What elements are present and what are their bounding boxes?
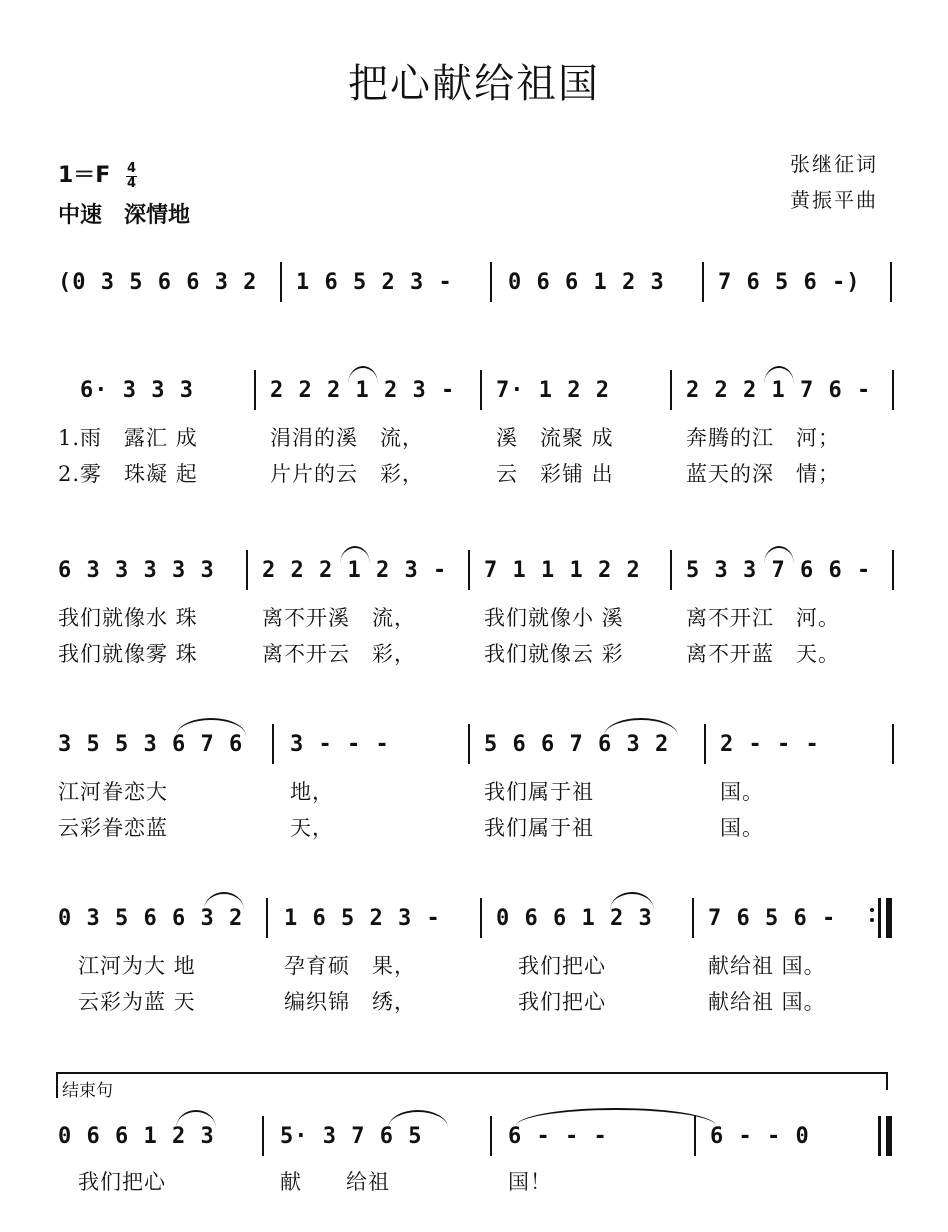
lyric-verse1: 我们就像小 溪 [484,606,624,630]
measure-notes: 5 6 6 7 6 3 2 [484,732,670,757]
measure-notes: 6 - - - [508,1124,608,1149]
measure-notes: 2 2 2 1 2 3 - [262,558,448,583]
bar-line [892,724,894,764]
bar-line [480,898,482,938]
lyric-verse2: 云彩眷恋蓝 [58,816,168,840]
lyric-verse1: 国。 [720,780,764,804]
lyric-verse2: 离不开蓝 天。 [686,642,840,666]
lyric-verse2: 我们就像云 彩 [484,642,624,666]
lyric-verse2: 离不开云 彩， [262,642,416,666]
lyric-verse1: 涓涓的溪 流， [270,426,424,450]
bar-line [266,898,268,938]
bar-line [468,550,470,590]
lyric-coda: 献 给祖 [280,1170,390,1194]
measure-notes: 7 1 1 1 2 2 [484,558,641,583]
lyric-coda: 我们把心 [78,1170,166,1194]
time-signature [126,162,137,191]
repeat-bar-thin [878,898,881,938]
bar-line [890,262,892,302]
measure-notes: 6· 3 3 3 [80,378,194,403]
lyric-verse1: 江河为大 地 [78,954,196,978]
lyric-verse1: 我们把心 [518,954,606,978]
lyric-verse2: 我们属于祖 [484,816,594,840]
bar-line [670,370,672,410]
measure-notes: 7· 1 2 2 [496,378,610,403]
lyric-coda: 国！ [508,1170,552,1194]
slur [176,1110,216,1128]
slur [764,546,794,564]
bar-line [694,1116,696,1156]
slur [604,718,678,736]
bar-line [892,370,894,410]
lyric-verse1: 离不开江 河。 [686,606,840,630]
lyric-verse2: 我们把心 [518,990,606,1014]
bar-line [246,550,248,590]
bar-line [892,550,894,590]
lyric-verse1: 孕育硕 果， [284,954,416,978]
lyric-verse2: 2.雾 珠凝 起 [58,462,198,486]
bar-line [490,1116,492,1156]
measure-notes: 2 2 2 1 7 6 - [686,378,872,403]
lyric-verse1: 1.雨 露汇 成 [58,426,198,450]
bar-line [692,898,694,938]
measure-notes: 0 6 6 1 2 3 [508,270,665,295]
lyric-verse2: 蓝天的深 情； [686,462,840,486]
measure-notes: (0 3 5 6 6 3 2 [58,270,258,295]
lyric-verse1: 地， [290,780,334,804]
lyric-verse1: 奔腾的江 河； [686,426,840,450]
lyric-verse1: 我们属于祖 [484,780,594,804]
bar-line [490,262,492,302]
lyric-verse1: 献给祖 国。 [708,954,826,978]
bar-line [702,262,704,302]
slur [610,892,654,910]
lyric-verse2: 编织锦 绣， [284,990,416,1014]
lyric-verse2: 片片的云 彩， [270,462,424,486]
measure-notes: 0 3 5 6 6 3 2 [58,906,244,931]
lyric-verse1: 江河眷恋大 [58,780,168,804]
slur [176,718,246,736]
lyric-verse2: 国。 [720,816,764,840]
measure-notes: 3 - - - [290,732,390,757]
measure-notes: 0 6 6 1 2 3 [58,1124,215,1149]
slur [388,1110,448,1128]
measure-notes: 7 6 5 6 - [708,906,837,931]
lyric-verse2: 云彩为蓝 天 [78,990,196,1014]
end-bar-thick [886,1116,892,1156]
coda-bracket-left [56,1072,58,1098]
lyric-verse2: 天， [290,816,334,840]
bar-line [262,1116,264,1156]
lyric-verse1: 离不开溪 流， [262,606,416,630]
measure-notes: 1 6 5 2 3 - [296,270,453,295]
tie [516,1108,716,1126]
measure-notes: 5 3 3 7 6 6 - [686,558,872,583]
lyric-verse2: 我们就像雾 珠 [58,642,198,666]
lyric-verse1: 我们就像水 珠 [58,606,198,630]
coda-label: 结束句 [62,1081,113,1101]
measure-notes: 7 6 5 6 -) [718,270,861,295]
repeat-dots [870,908,874,928]
measure-notes: 5· 3 7 6 5 [280,1124,423,1149]
repeat-bar-thick [886,898,892,938]
end-bar-thin [878,1116,881,1156]
key-signature [58,158,137,191]
bar-line [480,370,482,410]
composer-credit: 黄振平曲 [790,188,878,212]
bar-line [254,370,256,410]
bar-line [670,550,672,590]
coda-bracket [56,1072,888,1074]
bar-line [704,724,706,764]
meter-bottom: 4 [126,175,137,191]
bar-line [280,262,282,302]
measure-notes: 2 - - - [720,732,820,757]
tempo-marking: 中速 深情地 [58,203,191,228]
measure-notes: 0 6 6 1 2 3 [496,906,653,931]
measure-notes: 1 6 5 2 3 - [284,906,441,931]
bar-line [272,724,274,764]
lyricist-credit: 张继征词 [790,152,878,176]
measure-notes: 2 2 2 1 2 3 - [270,378,456,403]
key-label: 1＝F [58,163,111,188]
lyric-verse2: 献给祖 国。 [708,990,826,1014]
slur [340,546,370,564]
measure-notes: 6 - - 0 [710,1124,810,1149]
measure-notes: 3 5 5 3 6 7 6 [58,732,244,757]
slur [348,366,378,384]
bar-line [468,724,470,764]
slur [764,366,794,384]
song-title: 把心献给祖国 [348,61,600,107]
lyric-verse2: 云 彩铺 出 [496,462,614,486]
coda-bracket-right [886,1072,888,1090]
slur [204,892,244,910]
meter-top: 4 [126,160,137,176]
lyric-verse1: 溪 流聚 成 [496,426,614,450]
measure-notes: 6 3 3 3 3 3 [58,558,215,583]
